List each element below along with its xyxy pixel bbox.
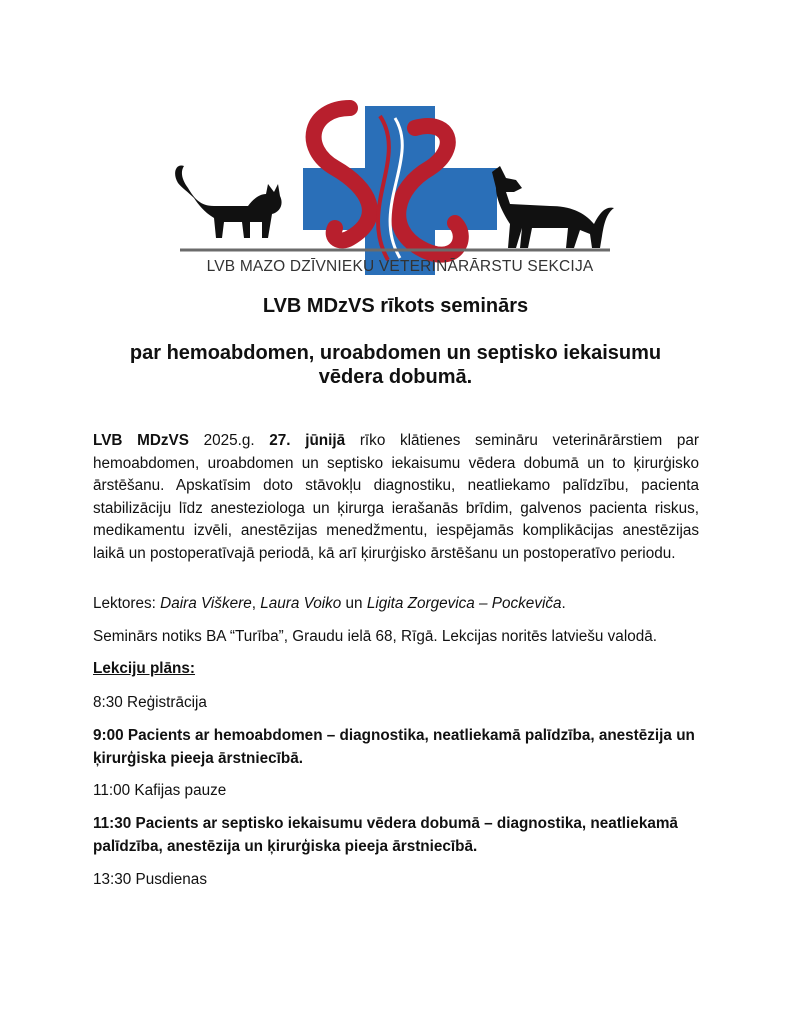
dog-icon bbox=[492, 166, 614, 248]
cat-icon bbox=[175, 165, 281, 238]
lecturers-line bbox=[93, 593, 713, 616]
seminar-date: 27. jūnijā bbox=[269, 432, 346, 449]
lecturers-sep-1: , bbox=[251, 595, 261, 612]
lecturer-1: Daira Viškere bbox=[160, 595, 252, 612]
intro-text: rīko klātienes semināru veterinārārstiem par hemoabdomen, uroabdomen un septisko iekaisumu vēdera dobumā un to ķirurģisko ārstēšanu. Apskatīsim doto stāvokļu diagnostiku, neatliekamo palīdzību, pacienta stabilizāciju līdz anesteziologa un ķirurga ierašanās brīdim, galvenos pacienta riskus, medikamentu izvēli, anestēzijas menedžmentu, iespējamās komplikācijas anestēzijas laikā un postoperatīvajā periodā, kā arī ķirurģisko ārstēšanu un postoperatīvo periodu. bbox=[93, 432, 699, 562]
lecturer-3: Ligita Zorgevica – Pockeviča bbox=[366, 595, 562, 612]
venue-line: Seminārs notiks BA “Turība”, Graudu ielā 68, Rīgā. Lekcijas noritēs latviešu valodā. bbox=[93, 628, 657, 645]
schedule-item-1: 8:30 Reģistrācija bbox=[93, 694, 207, 711]
page-title-line-3: vēdera dobumā. bbox=[318, 366, 473, 388]
intro-year: 2025.g. bbox=[188, 432, 270, 449]
intro-paragraph bbox=[93, 430, 699, 565]
page-title-line-1: LVB MDzVS rīkots seminārs bbox=[262, 295, 529, 317]
lecturers-suffix: . bbox=[561, 595, 566, 612]
schedule-item-4: 11:30 Pacients ar septisko iekaisumu vēdera dobumā – diagnostika, neatliekamā palīdzība, anestēzija un ķirurģiska pieeja ārstniecībā. bbox=[93, 815, 678, 855]
schedule-item-3: 11:00 Kafijas pauze bbox=[93, 782, 227, 799]
lecturer-2: Laura Voiko bbox=[260, 595, 342, 612]
logo-caption: LVB MAZO DZĪVNIEKU VETERINĀRĀRSTU SEKCIJA bbox=[206, 258, 594, 275]
org-name: LVB MDzVS bbox=[93, 432, 189, 449]
lecturers-prefix: Lektores: bbox=[93, 595, 161, 612]
plan-heading: Lekciju plāns: bbox=[93, 660, 196, 677]
schedule-item-5: 13:30 Pusdienas bbox=[93, 871, 207, 888]
page-title-line-2: par hemoabdomen, uroabdomen un septisko iekaisumu bbox=[129, 342, 662, 364]
lecturers-sep-2: un bbox=[341, 595, 367, 612]
schedule-item-2: 9:00 Pacients ar hemoabdomen – diagnostika, neatliekamā palīdzība, anestēzija un ķirurģiska pieeja ārstniecībā. bbox=[93, 727, 695, 767]
